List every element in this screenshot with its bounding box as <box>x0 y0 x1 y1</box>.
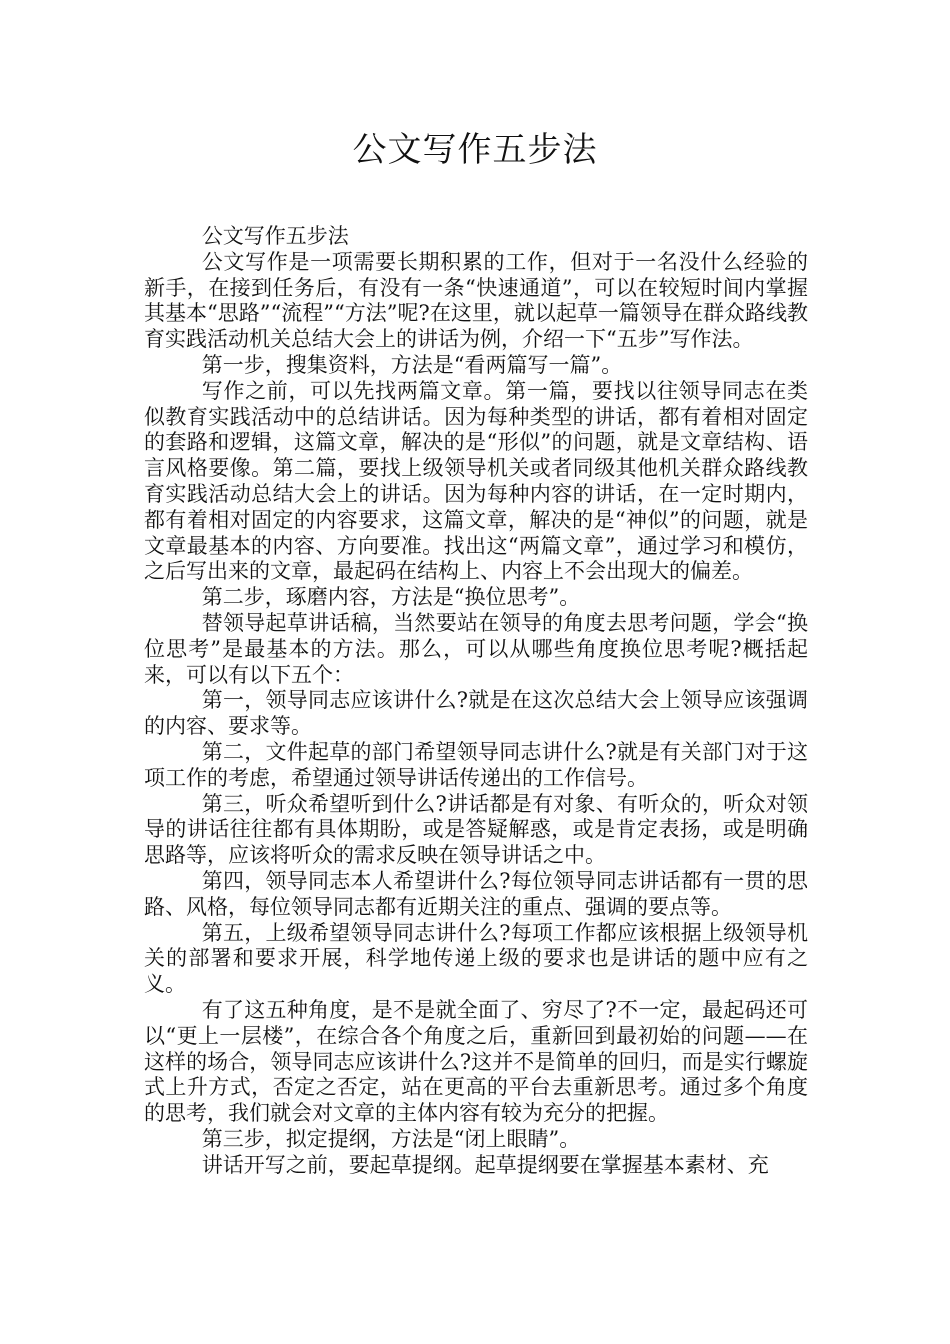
paragraph: 替领导起草讲话稿，当然要站在领导的角度去思考问题，学会“换位思考”是最基本的方法。那么，可以从哪些角度换位思考呢?概括起来，可以有以下五个： <box>144 610 808 687</box>
paragraph: 第二，文件起草的部门希望领导同志讲什么?就是有关部门对于这项工作的考虑，希望通过领导讲话传递出的工作信号。 <box>144 739 808 790</box>
paragraph: 第三，听众希望听到什么?讲话都是有对象、有听众的，听众对领导的讲话往往都有具体期盼，或是答疑解惑，或是肯定表扬，或是明确思路等，应该将听众的需求反映在领导讲话之中。 <box>144 791 808 868</box>
document-body <box>144 224 808 1178</box>
paragraph: 第一步，搜集资料，方法是“看两篇写一篇”。 <box>201 352 623 377</box>
paragraph: 公文写作是一项需要长期积累的工作，但对于一名没什么经验的新手，在接到任务后，有没有一条“快速通道”，可以在较短时间内掌握其基本“思路”“流程”“方法”呢?在这里，就以起草一篇领导在群众路线教育实践活动机关总结大会上的讲话为例，介绍一下“五步”写作法。 <box>144 249 808 352</box>
document-title: 公文写作五步法 <box>352 130 598 170</box>
paragraph: 讲话开写之前，要起草提纲。起草提纲要在掌握基本素材、充 <box>201 1152 769 1177</box>
paragraph: 第三步，拟定提纲，方法是“闭上眼睛”。 <box>201 1126 581 1151</box>
paragraph: 第五，上级希望领导同志讲什么?每项工作都应该根据上级领导机关的部署和要求开展，科学地传递上级的要求也是讲话的题中应有之义。 <box>144 920 808 997</box>
paragraph: 公文写作五步法 <box>201 224 349 248</box>
paragraph: 写作之前，可以先找两篇文章。第一篇，要找以往领导同志在类似教育实践活动中的总结讲话。因为每种类型的讲话，都有着相对固定的套路和逻辑，这篇文章，解决的是“形似”的问题，就是文章结构、语言风格要像。第二篇，要找上级领导机关或者同级其他机关群众路线教育实践活动总结大会上的讲话。因为每种内容的讲话，在一定时期内，都有着相对固定的内容要求，这篇文章，解决的是“神似”的问题，就是文章最基本的内容、方向要准。找出这“两篇文章”，通过学习和模仿，之后写出来的文章，最起码在结构上、内容上不会出现大的偏差。 <box>144 378 808 584</box>
paragraph: 第二步，琢磨内容，方法是“换位思考”。 <box>201 585 581 610</box>
paragraph: 有了这五种角度，是不是就全面了、穷尽了?不一定，最起码还可以“更上一层楼”，在综合各个角度之后，重新回到最初始的问题——在这样的场合，领导同志应该讲什么?这并不是简单的回归，而是实行螺旋式上升方式，否定之否定，站在更高的平台去重新思考。通过多个角度的思考，我们就会对文章的主体内容有较为充分的把握。 <box>144 997 808 1126</box>
paragraph: 第四，领导同志本人希望讲什么?每位领导同志讲话都有一贯的思路、风格，每位领导同志都有近期关注的重点、强调的要点等。 <box>144 868 808 919</box>
paragraph: 第一，领导同志应该讲什么?就是在这次总结大会上领导应该强调的内容、要求等。 <box>144 688 808 739</box>
